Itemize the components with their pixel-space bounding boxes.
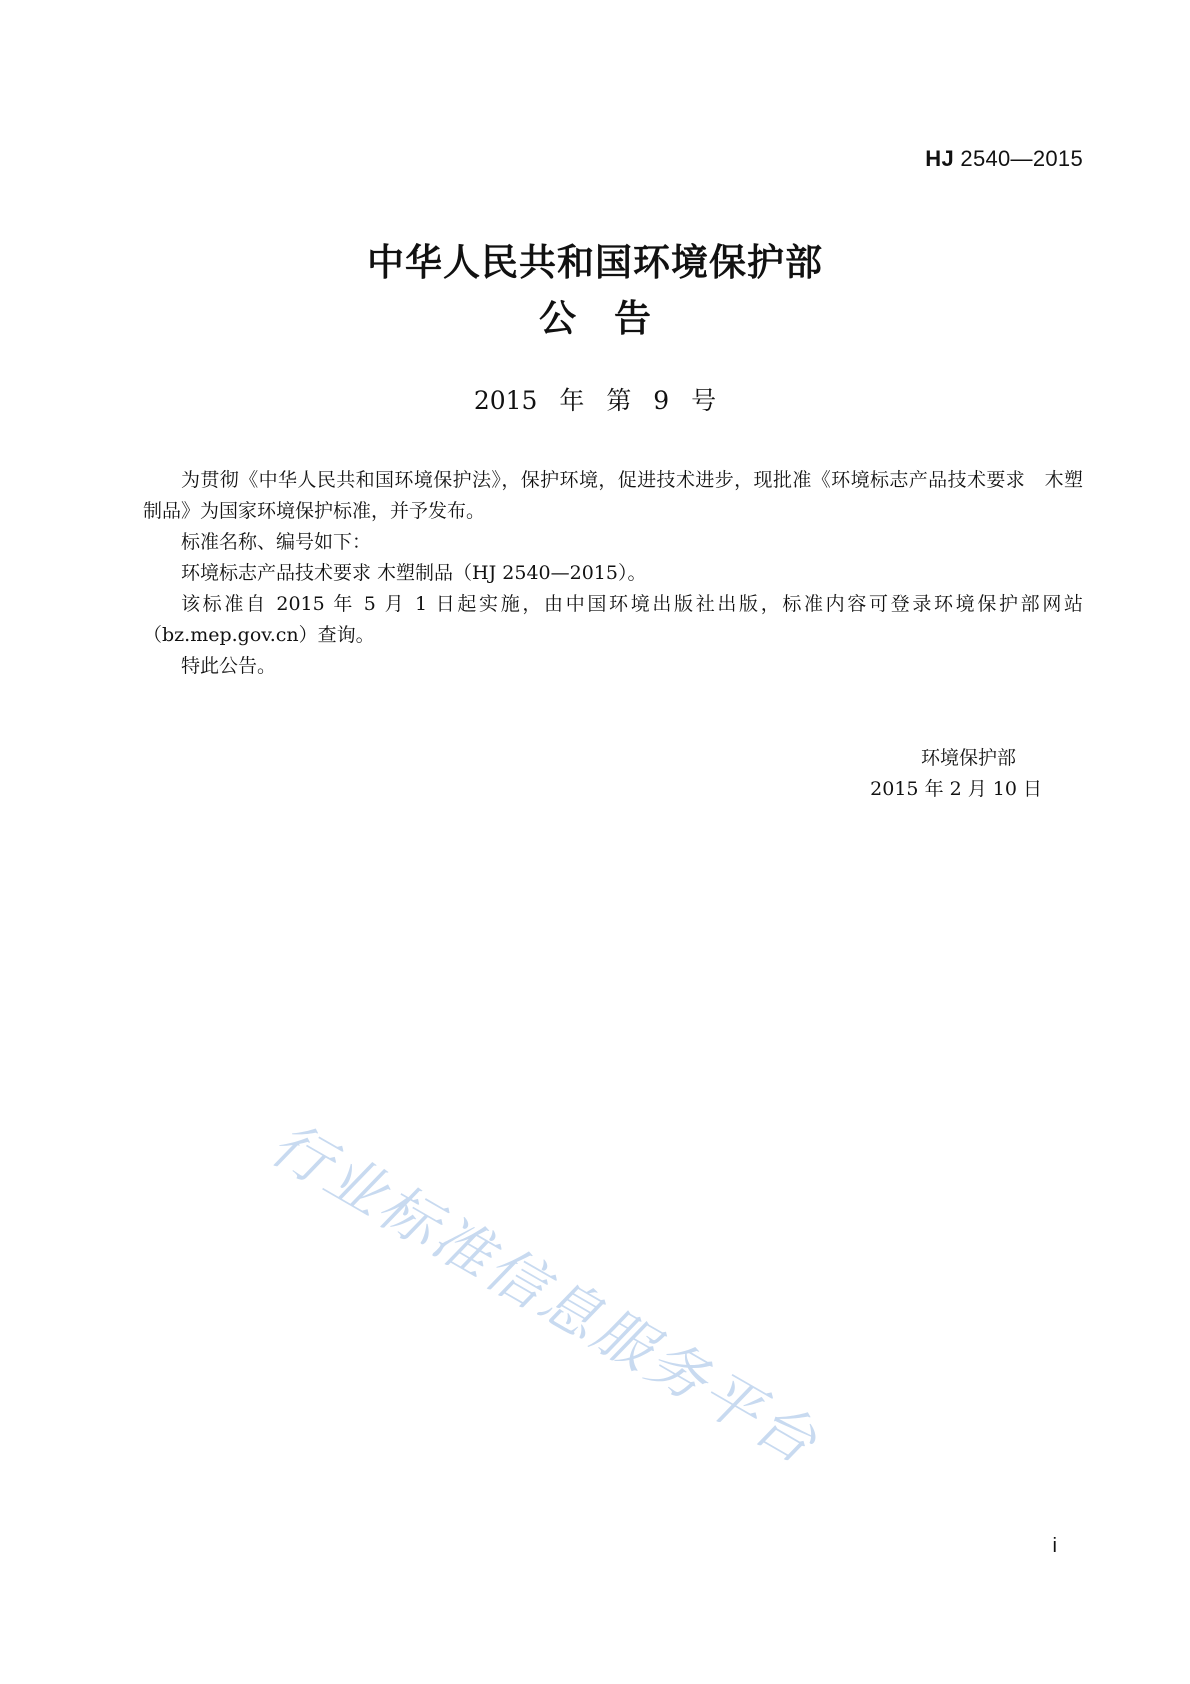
paragraph-closing: 特此公告。: [181, 655, 277, 677]
paragraph-standard-name: 环境标志产品技术要求 木塑制品（HJ 2540—2015）。: [181, 562, 647, 584]
standard-code: [925, 146, 1083, 172]
paragraph-standard-intro: 标准名称、编号如下：: [181, 531, 372, 553]
signature-block: [870, 743, 1042, 805]
standard-code-number: 2540—2015: [960, 146, 1083, 171]
standard-code-prefix: HJ: [925, 146, 954, 171]
signature-org: 环境保护部: [920, 747, 1016, 769]
watermark: 行业标准信息服务平台: [259, 1109, 831, 1479]
issue-number: 2015 年 第 9 号: [473, 386, 717, 415]
signature-date: 2015 年 2 月 10 日: [870, 778, 1042, 800]
announcement-body: [143, 465, 1083, 682]
document-title: 中华人民共和国环境保护部: [367, 241, 823, 284]
paragraph-approval: 为贯彻《中华人民共和国环境保护法》，保护环境，促进技术进步，现批准《环境标志产品技术要求 木塑制品》为国家环境保护标准，并予发布。: [143, 469, 1083, 522]
document-subtitle: 公告: [539, 297, 689, 340]
paragraph-implementation: 该标准自 2015 年 5 月 1 日起实施，由中国环境出版社出版，标准内容可登录环境保护部网站（bz.mep.gov.cn）查询。: [143, 593, 1083, 646]
page-number: i: [1052, 1535, 1057, 1557]
